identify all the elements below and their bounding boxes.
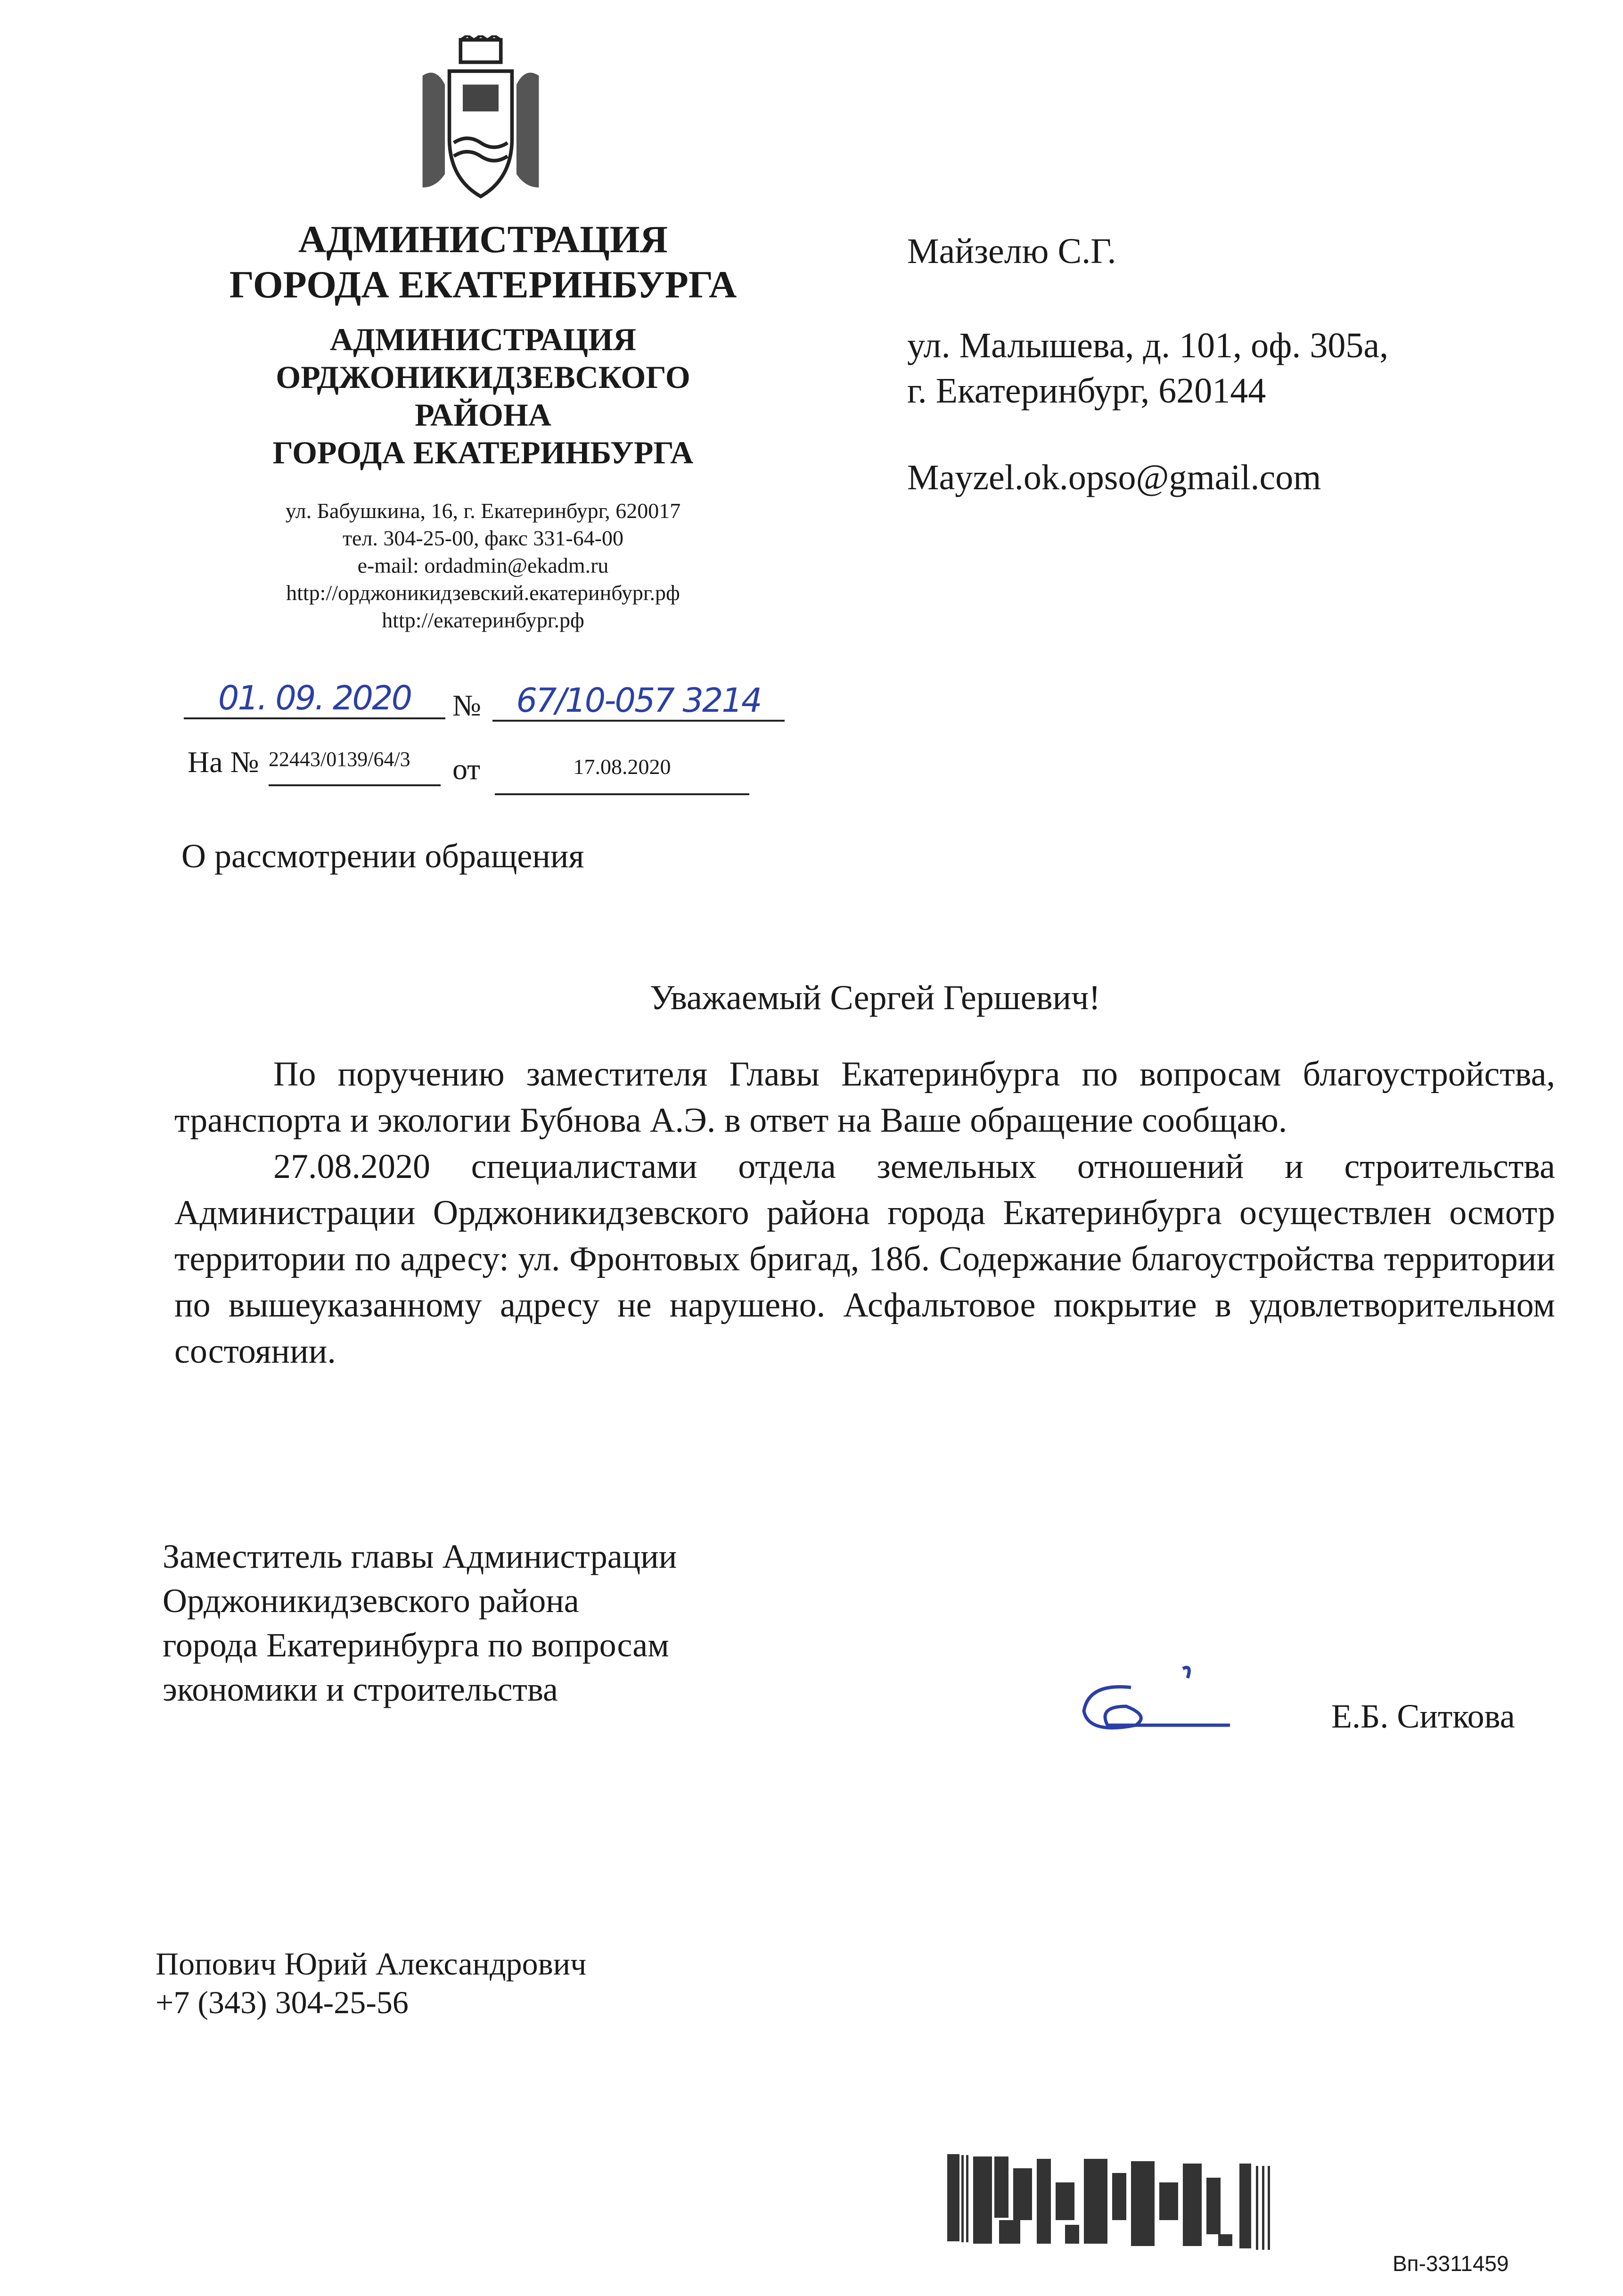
org-line: ГОРОДА ЕКАТЕРИНБУРГА (229, 263, 737, 306)
position-line: Заместитель главы Администрации (163, 1538, 677, 1575)
address-line: г. Екатеринбург, 620144 (907, 371, 1266, 411)
position-line: города Екатеринбурга по вопросам (163, 1626, 669, 1664)
signatory-position (163, 1534, 677, 1712)
sender-website: http://орджоникидзевский.екатеринбург.рф (286, 581, 680, 605)
barcode-label: Вп-3311459 (1393, 2251, 1509, 2276)
reply-date: 17.08.2020 (495, 754, 749, 795)
greeting: Уважаемый Сергей Гершевич! (650, 979, 1100, 1017)
sender-phone: тел. 304-25-00, факс 331-64-00 (342, 526, 624, 550)
org-line: РАЙОНА (415, 397, 551, 433)
address-line: ул. Малышева, д. 101, оф. 305а, (907, 326, 1389, 365)
outgoing-date: 01. 09. 2020 (184, 679, 445, 719)
paragraph: По поручению заместителя Главы Екатеринбурга по вопросам благоустройства, транспорта и экологии Бубнова А.Э. в ответ на Ваше обращение сообщаю. (174, 1055, 1555, 1140)
reply-label: На № (188, 745, 259, 779)
handwritten-signature (1074, 1659, 1254, 1746)
sender-address: ул. Бабушкина, 16, г. Екатеринбург, 620017 (285, 499, 681, 523)
paragraph: 27.08.2020 специалистами отдела земельных отношений и строительства Администрации Орджоникидзевского района города Екатеринбурга осуществлен осмотр территории по адресу: ул. Фронтовых бригад, 18б. Содержание благоустройства территории по вышеуказанному адресу не нарушено. Асфальтовое покрытие в удовлетворительном состоянии. (174, 1147, 1555, 1371)
barcode (947, 2154, 1395, 2255)
executor-name: Попович Юрий Александрович (156, 1946, 587, 1982)
org-line: ГОРОДА ЕКАТЕРИНБУРГА (272, 435, 694, 470)
recipient-name: Майзелю С.Г. (907, 231, 1116, 271)
number-label: № (452, 689, 482, 722)
org-line: АДМИНИСТРАЦИЯ (298, 218, 668, 261)
executor (156, 1944, 586, 2022)
coat-of-arms-emblem (410, 35, 551, 212)
signatory-name: Е.Б. Ситкова (1331, 1697, 1515, 1735)
sender-contacts (156, 497, 811, 634)
recipient-address (907, 323, 1388, 413)
sender-website: http://екатеринбург.рф (382, 608, 584, 632)
outgoing-number: 67/10-057 3214 (492, 681, 785, 722)
position-line: экономики и строительства (163, 1671, 558, 1708)
org-line: ОРДЖОНИКИДЗЕВСКОГО (276, 359, 690, 395)
position-line: Орджоникидзевского района (163, 1582, 579, 1620)
district-title (141, 321, 825, 471)
sender-email: e-mail: ordadmin@ekadm.ru (357, 553, 609, 577)
from-label: от (452, 752, 481, 786)
letter-body (174, 1051, 1555, 1374)
subject: О рассмотрении обращения (181, 837, 584, 875)
reply-number: 22443/0139/64/3 (269, 747, 441, 786)
executor-phone: +7 (343) 304-25-56 (156, 1984, 409, 2020)
organization-title (141, 217, 825, 307)
recipient-email: Mayzel.ok.opso@gmail.com (907, 458, 1321, 497)
org-line: АДМИНИСТРАЦИЯ (329, 321, 637, 357)
